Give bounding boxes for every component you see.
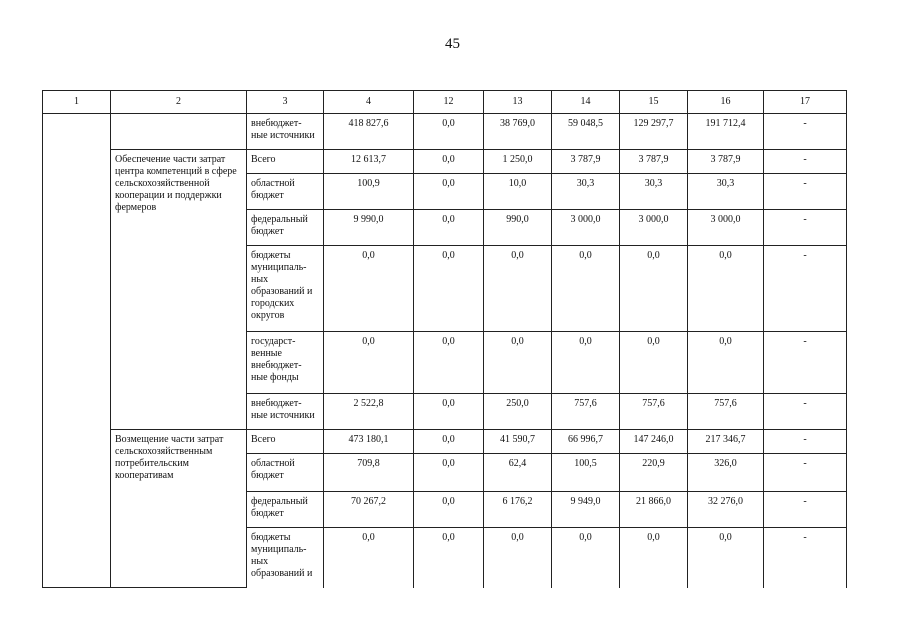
value-cell: 9 990,0: [324, 210, 414, 246]
value-cell: 0,0: [324, 528, 414, 588]
funding-source: Всего: [247, 430, 324, 454]
value-cell: 990,0: [484, 210, 552, 246]
value-cell: 30,3: [552, 174, 620, 210]
value-cell: 0,0: [414, 528, 484, 588]
value-cell: 757,6: [552, 394, 620, 430]
measure-description: Обеспечение части затрат центра компетенций в сфере сельскохозяйственной кооперации и поддержки фермеров: [111, 150, 247, 430]
column-header: 13: [484, 91, 552, 114]
value-cell: 3 000,0: [688, 210, 764, 246]
funding-source: федеральный бюджет: [247, 492, 324, 528]
value-cell: 3 000,0: [552, 210, 620, 246]
funding-source: областной бюджет: [247, 174, 324, 210]
value-cell: 70 267,2: [324, 492, 414, 528]
value-cell: 0,0: [484, 246, 552, 332]
budget-table: [42, 90, 847, 588]
value-cell: 0,0: [414, 246, 484, 332]
value-cell: 59 048,5: [552, 114, 620, 150]
value-cell: 0,0: [414, 394, 484, 430]
section-number-cell: [43, 114, 111, 588]
value-cell: -: [764, 332, 847, 394]
value-cell: 3 000,0: [620, 210, 688, 246]
value-cell: 473 180,1: [324, 430, 414, 454]
column-header: 17: [764, 91, 847, 114]
value-cell: -: [764, 430, 847, 454]
value-cell: 326,0: [688, 454, 764, 492]
value-cell: 1 250,0: [484, 150, 552, 174]
value-cell: 0,0: [688, 246, 764, 332]
value-cell: 0,0: [620, 332, 688, 394]
value-cell: 0,0: [414, 174, 484, 210]
column-header: 4: [324, 91, 414, 114]
value-cell: 757,6: [688, 394, 764, 430]
funding-source: областной бюджет: [247, 454, 324, 492]
value-cell: -: [764, 210, 847, 246]
table-row: [43, 114, 847, 150]
value-cell: 0,0: [484, 332, 552, 394]
value-cell: 220,9: [620, 454, 688, 492]
value-cell: -: [764, 528, 847, 588]
value-cell: -: [764, 114, 847, 150]
value-cell: 21 866,0: [620, 492, 688, 528]
value-cell: 709,8: [324, 454, 414, 492]
value-cell: 0,0: [620, 246, 688, 332]
value-cell: 217 346,7: [688, 430, 764, 454]
value-cell: 32 276,0: [688, 492, 764, 528]
value-cell: -: [764, 394, 847, 430]
value-cell: -: [764, 150, 847, 174]
funding-source: внебюджет- ные источники: [247, 394, 324, 430]
value-cell: 12 613,7: [324, 150, 414, 174]
value-cell: 2 522,8: [324, 394, 414, 430]
value-cell: -: [764, 492, 847, 528]
page-number: 45: [445, 36, 460, 52]
value-cell: 418 827,6: [324, 114, 414, 150]
value-cell: -: [764, 246, 847, 332]
value-cell: 66 996,7: [552, 430, 620, 454]
table-row: [43, 430, 847, 454]
value-cell: 3 787,9: [620, 150, 688, 174]
header-row: [43, 91, 847, 114]
value-cell: 0,0: [552, 332, 620, 394]
value-cell: 0,0: [552, 246, 620, 332]
funding-source: внебюджет- ные источники: [247, 114, 324, 150]
value-cell: 0,0: [414, 430, 484, 454]
column-header: 1: [43, 91, 111, 114]
value-cell: 129 297,7: [620, 114, 688, 150]
column-header: 16: [688, 91, 764, 114]
column-header: 2: [111, 91, 247, 114]
measure-description: [111, 114, 247, 150]
value-cell: -: [764, 174, 847, 210]
value-cell: 0,0: [324, 332, 414, 394]
value-cell: 41 590,7: [484, 430, 552, 454]
value-cell: 10,0: [484, 174, 552, 210]
value-cell: 0,0: [484, 528, 552, 588]
value-cell: 0,0: [688, 528, 764, 588]
value-cell: 0,0: [688, 332, 764, 394]
value-cell: 0,0: [414, 332, 484, 394]
value-cell: 100,9: [324, 174, 414, 210]
value-cell: -: [764, 454, 847, 492]
value-cell: 0,0: [552, 528, 620, 588]
column-header: 3: [247, 91, 324, 114]
funding-source: Всего: [247, 150, 324, 174]
value-cell: 191 712,4: [688, 114, 764, 150]
value-cell: 30,3: [688, 174, 764, 210]
value-cell: 0,0: [414, 150, 484, 174]
table-row: [43, 150, 847, 174]
value-cell: 0,0: [414, 210, 484, 246]
value-cell: 62,4: [484, 454, 552, 492]
value-cell: 0,0: [414, 492, 484, 528]
value-cell: 3 787,9: [688, 150, 764, 174]
funding-source: государст- венные внебюджет- ные фонды: [247, 332, 324, 394]
value-cell: 100,5: [552, 454, 620, 492]
value-cell: 147 246,0: [620, 430, 688, 454]
column-header: 12: [414, 91, 484, 114]
funding-source: федеральный бюджет: [247, 210, 324, 246]
value-cell: 0,0: [414, 454, 484, 492]
value-cell: 0,0: [414, 114, 484, 150]
column-header: 14: [552, 91, 620, 114]
value-cell: 6 176,2: [484, 492, 552, 528]
column-header: 15: [620, 91, 688, 114]
value-cell: 250,0: [484, 394, 552, 430]
value-cell: 0,0: [324, 246, 414, 332]
value-cell: 38 769,0: [484, 114, 552, 150]
value-cell: 3 787,9: [552, 150, 620, 174]
value-cell: 9 949,0: [552, 492, 620, 528]
value-cell: 757,6: [620, 394, 688, 430]
measure-description: Возмещение части затрат сельскохозяйственным потребительским кооперативам: [111, 430, 247, 588]
value-cell: 0,0: [620, 528, 688, 588]
value-cell: 30,3: [620, 174, 688, 210]
funding-source: бюджеты муниципаль- ных образований и городских округов: [247, 246, 324, 332]
funding-source: бюджеты муниципаль- ных образований и: [247, 528, 324, 588]
